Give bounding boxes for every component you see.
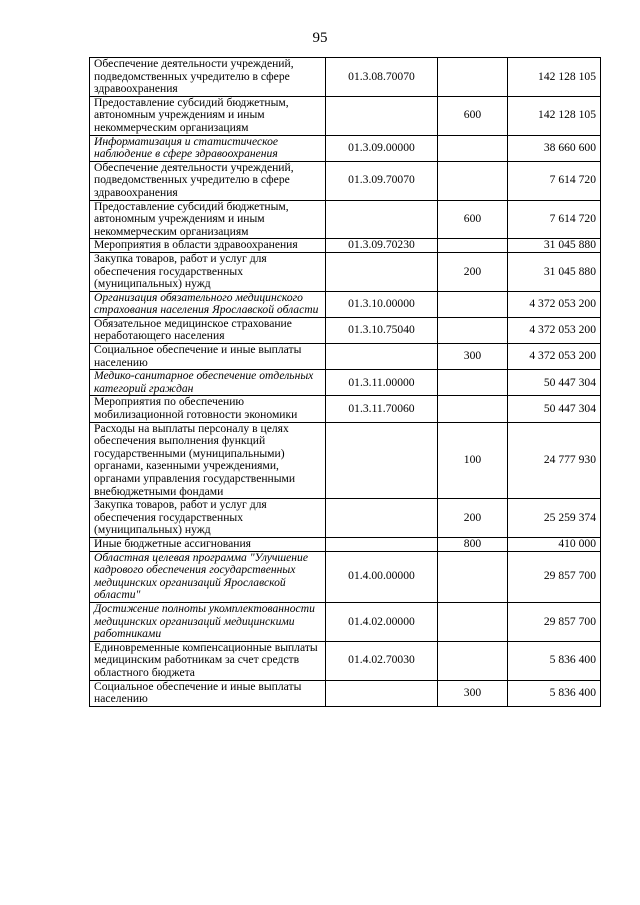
row-name-cell: Информатизация и статистическое наблюдение в сфере здравоохранения bbox=[90, 135, 326, 161]
row-amount-cell: 410 000 bbox=[508, 537, 601, 551]
table-row bbox=[90, 499, 601, 538]
table-row bbox=[90, 680, 601, 706]
row-type-cell bbox=[438, 291, 508, 317]
row-code-cell: 01.3.09.70230 bbox=[326, 239, 438, 253]
row-code-cell bbox=[326, 344, 438, 370]
row-code-cell bbox=[326, 422, 438, 499]
row-type-cell bbox=[438, 317, 508, 343]
row-code-cell: 01.3.10.75040 bbox=[326, 317, 438, 343]
row-code-cell: 01.3.09.70070 bbox=[326, 161, 438, 200]
row-amount-cell: 29 857 700 bbox=[508, 602, 601, 641]
row-name-cell: Закупка товаров, работ и услуг для обеспечения государственных (муниципальных) нужд bbox=[90, 252, 326, 291]
table-row bbox=[90, 370, 601, 396]
row-name-cell: Обеспечение деятельности учреждений, подведомственных учредителю в сфере здравоохранения bbox=[90, 58, 326, 97]
row-type-cell bbox=[438, 135, 508, 161]
row-amount-cell: 31 045 880 bbox=[508, 252, 601, 291]
table-row bbox=[90, 602, 601, 641]
row-name-cell: Социальное обеспечение и иные выплаты населению bbox=[90, 344, 326, 370]
row-amount-cell: 4 372 053 200 bbox=[508, 291, 601, 317]
row-amount-cell: 142 128 105 bbox=[508, 96, 601, 135]
table-row bbox=[90, 58, 601, 97]
row-name-cell: Обеспечение деятельности учреждений, подведомственных учредителю в сфере здравоохранения bbox=[90, 161, 326, 200]
row-type-cell: 100 bbox=[438, 422, 508, 499]
table-row bbox=[90, 291, 601, 317]
row-type-cell bbox=[438, 396, 508, 422]
table-row bbox=[90, 135, 601, 161]
row-code-cell: 01.3.11.00000 bbox=[326, 370, 438, 396]
row-name-cell: Предоставление субсидий бюджетным, автономным учреждениям и иным некоммерческим организациям bbox=[90, 200, 326, 239]
row-amount-cell: 5 836 400 bbox=[508, 641, 601, 680]
row-type-cell: 600 bbox=[438, 200, 508, 239]
row-amount-cell: 50 447 304 bbox=[508, 370, 601, 396]
row-type-cell bbox=[438, 239, 508, 253]
row-code-cell bbox=[326, 499, 438, 538]
budget-table bbox=[89, 57, 601, 707]
row-amount-cell: 38 660 600 bbox=[508, 135, 601, 161]
row-amount-cell: 7 614 720 bbox=[508, 161, 601, 200]
row-name-cell: Достижение полноты укомплектованности медицинских организаций медицинскими работниками bbox=[90, 602, 326, 641]
table-row bbox=[90, 317, 601, 343]
row-code-cell: 01.3.11.70060 bbox=[326, 396, 438, 422]
row-name-cell: Обязательное медицинское страхование неработающего населения bbox=[90, 317, 326, 343]
row-code-cell: 01.4.02.00000 bbox=[326, 602, 438, 641]
row-type-cell: 300 bbox=[438, 680, 508, 706]
table-row bbox=[90, 252, 601, 291]
table-row bbox=[90, 641, 601, 680]
row-code-cell: 01.3.08.70070 bbox=[326, 58, 438, 97]
row-amount-cell: 24 777 930 bbox=[508, 422, 601, 499]
row-type-cell: 200 bbox=[438, 499, 508, 538]
row-type-cell: 800 bbox=[438, 537, 508, 551]
table-row bbox=[90, 396, 601, 422]
row-code-cell: 01.4.00.00000 bbox=[326, 551, 438, 602]
row-type-cell: 200 bbox=[438, 252, 508, 291]
row-name-cell: Организация обязательного медицинского страхования населения Ярославской области bbox=[90, 291, 326, 317]
row-type-cell bbox=[438, 161, 508, 200]
row-type-cell bbox=[438, 602, 508, 641]
row-code-cell: 01.3.09.00000 bbox=[326, 135, 438, 161]
row-code-cell bbox=[326, 96, 438, 135]
row-name-cell: Медико-санитарное обеспечение отдельных категорий граждан bbox=[90, 370, 326, 396]
row-name-cell: Единовременные компенсационные выплаты медицинским работникам за счет средств областного бюджета bbox=[90, 641, 326, 680]
row-amount-cell: 25 259 374 bbox=[508, 499, 601, 538]
row-amount-cell: 7 614 720 bbox=[508, 200, 601, 239]
row-type-cell: 600 bbox=[438, 96, 508, 135]
table-row bbox=[90, 96, 601, 135]
row-amount-cell: 142 128 105 bbox=[508, 58, 601, 97]
row-type-cell bbox=[438, 551, 508, 602]
table-row bbox=[90, 239, 601, 253]
row-type-cell: 300 bbox=[438, 344, 508, 370]
table-row bbox=[90, 344, 601, 370]
row-name-cell: Мероприятия по обеспечению мобилизационной готовности экономики bbox=[90, 396, 326, 422]
table-row bbox=[90, 551, 601, 602]
table-row bbox=[90, 161, 601, 200]
row-amount-cell: 5 836 400 bbox=[508, 680, 601, 706]
row-code-cell bbox=[326, 200, 438, 239]
row-name-cell: Закупка товаров, работ и услуг для обеспечения государственных (муниципальных) нужд bbox=[90, 499, 326, 538]
row-amount-cell: 4 372 053 200 bbox=[508, 317, 601, 343]
row-code-cell bbox=[326, 537, 438, 551]
table-row bbox=[90, 537, 601, 551]
row-name-cell: Социальное обеспечение и иные выплаты населению bbox=[90, 680, 326, 706]
row-type-cell bbox=[438, 641, 508, 680]
row-name-cell: Иные бюджетные ассигнования bbox=[90, 537, 326, 551]
row-amount-cell: 29 857 700 bbox=[508, 551, 601, 602]
row-name-cell: Областная целевая программа "Улучшение кадрового обеспечения государственных медицинских организаций Ярославской области" bbox=[90, 551, 326, 602]
row-code-cell: 01.4.02.70030 bbox=[326, 641, 438, 680]
row-amount-cell: 4 372 053 200 bbox=[508, 344, 601, 370]
row-name-cell: Предоставление субсидий бюджетным, автономным учреждениям и иным некоммерческим организациям bbox=[90, 96, 326, 135]
row-code-cell bbox=[326, 680, 438, 706]
table-row bbox=[90, 200, 601, 239]
row-code-cell bbox=[326, 252, 438, 291]
row-name-cell: Мероприятия в области здравоохранения bbox=[90, 239, 326, 253]
row-amount-cell: 50 447 304 bbox=[508, 396, 601, 422]
row-name-cell: Расходы на выплаты персоналу в целях обеспечения выполнения функций государственными (муниципальными) органами, казенными учреждениями, органами управления государственными внебюджетными фондами bbox=[90, 422, 326, 499]
table-row bbox=[90, 422, 601, 499]
page-number: 95 bbox=[312, 30, 328, 46]
row-amount-cell: 31 045 880 bbox=[508, 239, 601, 253]
row-type-cell bbox=[438, 370, 508, 396]
row-type-cell bbox=[438, 58, 508, 97]
row-code-cell: 01.3.10.00000 bbox=[326, 291, 438, 317]
budget-table-body bbox=[90, 58, 601, 707]
